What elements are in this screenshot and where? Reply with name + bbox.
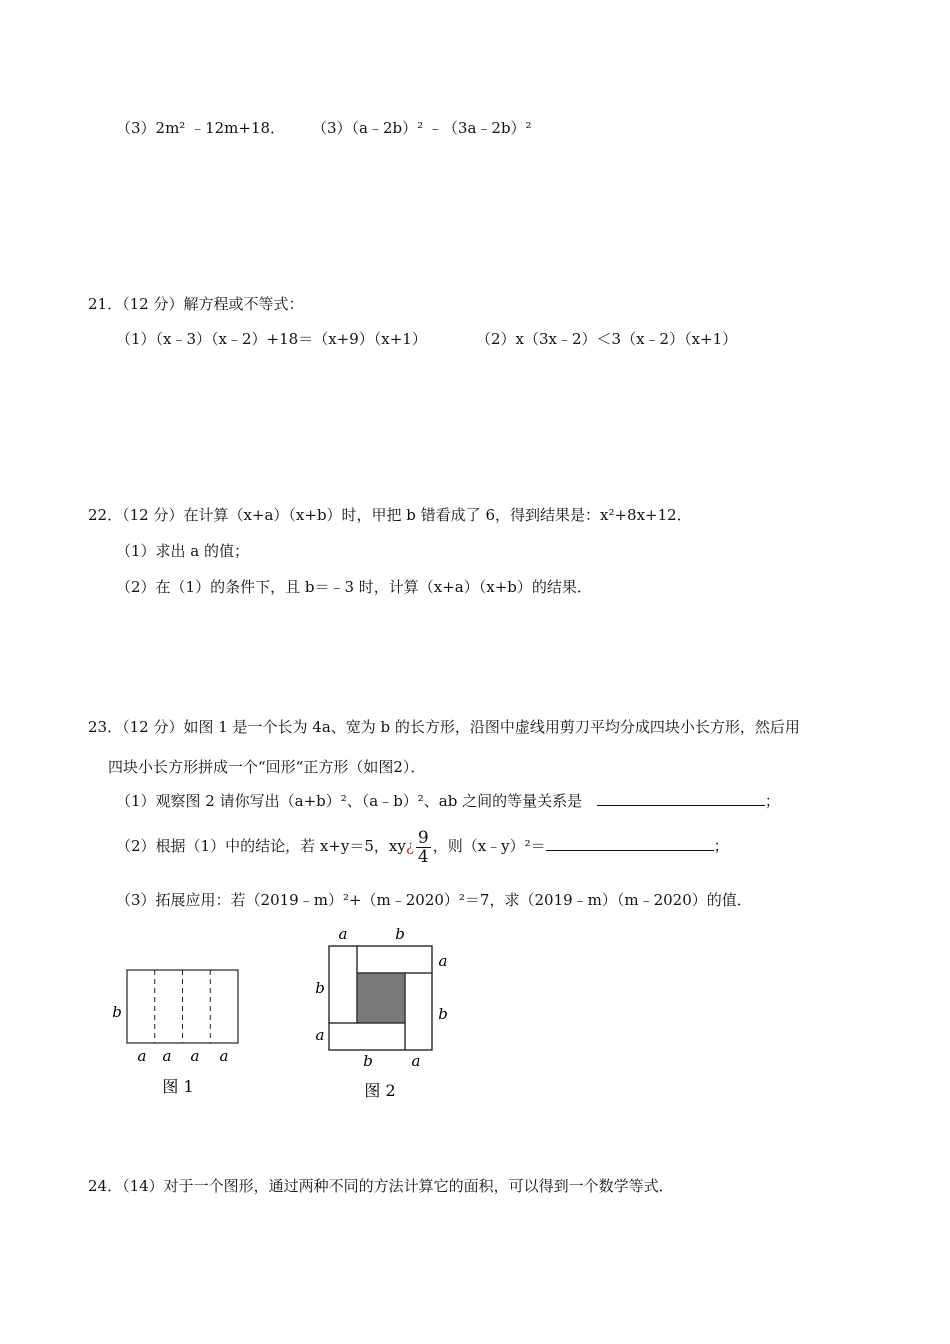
figure-2-right-label: a [438, 952, 448, 970]
q23-part1-text: （1）观察图 2 请你写出（a+b）²、（a﹣b）²、ab 之间的等量关系是 [116, 792, 583, 810]
q24-heading: 24．（14）对于一个图形，通过两种不同的方法计算它的面积，可以得到一个数学等式． [88, 1177, 674, 1195]
fraction-9-4 [416, 829, 431, 866]
figure-1-bottom-label: a [162, 1047, 172, 1065]
q22-part1: （1）求出 a 的值； [116, 542, 250, 560]
figure-2-right-strip [405, 973, 432, 1050]
figure-1-side-label: b [112, 1003, 122, 1021]
figure-2-left-label: a [315, 1026, 325, 1044]
q23-part2-end: ； [713, 837, 729, 855]
figure-1-bottom-label: a [190, 1047, 200, 1065]
figure-1-caption: 图 1 [162, 1077, 194, 1096]
figure-2-bottom-strip [329, 1023, 405, 1050]
q22-part2: （2）在（1）的条件下，且 b＝﹣3 时，计算（x+a）（x+b）的结果． [116, 578, 592, 596]
figure-2-left-label: b [315, 979, 325, 997]
q23-part2-prefix: （2）根据（1）中的结论，若 x+y＝5，xy [116, 837, 406, 855]
figure-2-center-square [357, 973, 405, 1023]
q21-part2: （2）x（3x﹣2）＜3（x﹣2）（x+1） [476, 330, 738, 348]
q21-heading: 21．（12 分）解方程或不等式： [88, 295, 304, 313]
figure-2-top-strip [357, 946, 432, 973]
figure-2 [300, 920, 470, 1105]
q23-part1 [116, 791, 780, 811]
figure-2-bottom-label: b [363, 1052, 373, 1070]
q23-heading-line2: 四块小长方形拼成一个“回形“正方形（如图2）． [108, 758, 426, 776]
q21-part1: （1）（x﹣3）（x﹣2）+18＝（x+9）（x+1） [116, 330, 427, 348]
answer-blank-2[interactable] [546, 836, 714, 851]
figure-1-bottom-label: a [137, 1047, 147, 1065]
figure-2-top-label: a [338, 925, 348, 943]
q20-part3-left: （3）2m² ﹣12m+18． [116, 119, 286, 137]
q22-heading: 22．（12 分）在计算（x+a）（x+b）时，甲把 b 错看成了 6，得到结果是：x²+8x+12． [88, 506, 692, 524]
figure-1-bottom-label: a [219, 1047, 229, 1065]
q20-part3-right: （3）（a﹣2b）² ﹣（3a﹣2b）² [312, 119, 532, 137]
figure-1 [100, 955, 260, 1105]
figure-2-right-label: b [438, 1005, 448, 1023]
figure-2-caption: 图 2 [364, 1081, 396, 1100]
q23-part2-stray-char: ¿ [405, 837, 414, 855]
q23-part3: （3）拓展应用：若（2019﹣m）²+（m﹣2020）²＝7，求（2019﹣m）（m﹣2020）的值． [116, 891, 752, 909]
figure-2-left-strip [329, 946, 357, 1023]
fraction-numerator: 9 [417, 827, 429, 848]
fraction-denominator: 4 [417, 846, 429, 867]
figure-2-top-label: b [395, 925, 405, 943]
answer-blank-1[interactable] [597, 791, 765, 806]
q23-part2-mid: ，则（x﹣y）²＝ [432, 837, 546, 855]
figure-2-bottom-label: a [411, 1052, 421, 1070]
q23-heading-line1: 23．（12 分）如图 1 是一个长为 4a、宽为 b 的长方形，沿图中虚线用剪刀平均分成四块小长方形，然后用 [88, 718, 800, 736]
q23-part1-end: ； [764, 792, 780, 810]
q23-part2 [116, 826, 729, 866]
